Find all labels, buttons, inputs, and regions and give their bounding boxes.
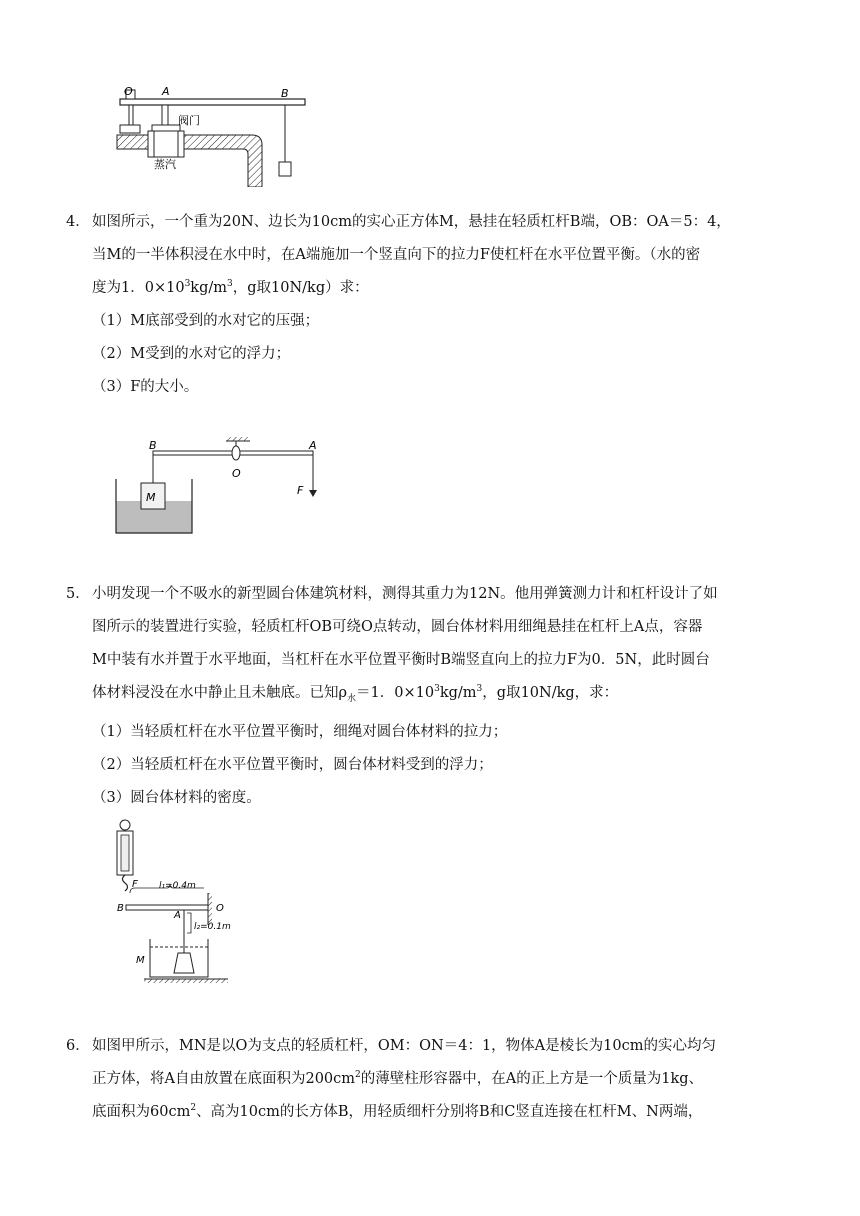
question-4 <box>66 206 782 404</box>
q4-line-2: 当M的一半体积浸在水中时，在A端施加一个竖直向下的拉力F使杠杆在水平位置平衡。（水的密 <box>92 247 701 263</box>
question-6 <box>66 1030 782 1129</box>
fig4-label-b: B <box>149 439 157 452</box>
q4-line-1 <box>66 206 782 239</box>
q5-sub-1: （1）当轻质杠杆在水平位置平衡时，细绳对圆台体材料的拉力； <box>92 723 508 740</box>
q4-sub-3: （3）F的大小。 <box>92 379 199 395</box>
fig4-label-o: O <box>232 467 241 480</box>
q4-sup-1: 3 <box>184 279 191 290</box>
q6-number: 6． <box>66 1038 90 1054</box>
q6-text-2a: 正方体，将A自由放置在底面积为200cm <box>92 1071 356 1087</box>
fig3-label-a: A <box>162 85 170 98</box>
q5-sub-3: （3）圆台体材料的密度。 <box>92 789 261 806</box>
fig5-label-b: B <box>117 903 124 914</box>
figure-q4-lever <box>108 435 328 537</box>
q6-line-3 <box>92 1096 782 1129</box>
q5-number: 5． <box>66 586 90 602</box>
q6-text-3b: 、高为10cm的长方体B，用轻质细杆分别将B和C竖直连接在杠杆M、N两端， <box>196 1104 703 1120</box>
q6-text-2b: 的薄壁柱形容器中，在A的正上方是一个质量为1kg、 <box>360 1071 704 1087</box>
fig3-label-b: B <box>281 87 289 100</box>
fig3-label-valve: 阀门 <box>178 114 200 127</box>
fig4-label-a: A <box>309 439 317 452</box>
q6-sup-1: 2 <box>355 1070 361 1081</box>
q4-line-3 <box>92 272 782 305</box>
fig3-label-steam: 蒸汽 <box>154 158 176 171</box>
fig5-label-l2: l₂=0.1m <box>194 922 231 932</box>
q6-line-1 <box>66 1030 782 1063</box>
fig5-label-o: O <box>216 903 224 914</box>
q5-text-4b: ＝1．0×10 <box>356 685 435 701</box>
q5-sub-2: （2）当轻质杠杆在水平位置平衡时，圆台体材料受到的浮力； <box>92 756 493 773</box>
fig5-label-m: M <box>136 955 145 966</box>
q5-text-4d: ，g取10N/kg，求： <box>482 685 619 701</box>
q5-line-2: 图所示的装置进行实验，轻质杠杆OB可绕O点转动，圆台体材料用细绳悬挂在杠杆上A点，容器 <box>92 619 703 635</box>
q5-text-4c: kg/m <box>439 685 477 701</box>
fig5-label-a: A <box>174 910 181 921</box>
q4-text-1: 如图所示，一个重为20N、边长为10cm的实心正方体M，悬挂在轻质杠杆B端，OB：OA＝5：4， <box>92 214 731 230</box>
q5-line-3: M中装有水并置于水平地面，当杠杆在水平位置平衡时B端竖直向上的拉力F为0．5N，此时圆台 <box>92 652 710 668</box>
fig4-label-f: F <box>297 484 304 497</box>
fig4-label-m: M <box>146 491 156 504</box>
q4-number: 4． <box>66 214 90 230</box>
q5-sup-2: 3 <box>476 684 483 695</box>
q4-sup-2: 3 <box>227 279 233 290</box>
q6-text-1: 如图甲所示，MN是以O为支点的轻质杠杆，OM：ON＝4：1，物体A是棱长为10cm的实心均匀 <box>92 1038 716 1054</box>
q4-sub-2: （2）M受到的水对它的浮力； <box>92 346 291 362</box>
fig5-label-l1: l₁=0.4m <box>159 881 196 891</box>
figure-q5-spring-scale <box>112 815 242 990</box>
q5-sub-water: 水 <box>347 693 357 704</box>
q5-sup-1: 3 <box>434 684 440 695</box>
fig5-label-f: F <box>132 879 138 890</box>
question-5 <box>66 578 782 815</box>
figure-q3-steam-valve <box>112 82 317 187</box>
q4-text-3b: kg/m <box>190 280 227 296</box>
q6-line-2 <box>92 1063 782 1096</box>
q5-text-1: 小明发现一个不吸水的新型圆台体建筑材料，测得其重力为12N。他用弹簧测力计和杠杆设计了如 <box>92 586 718 602</box>
q5-text-4a: 体材料浸没在水中静止且未触底。已知ρ <box>92 685 348 701</box>
q6-sup-2: 2 <box>190 1103 197 1114</box>
q4-text-3c: ，g取10N/kg）求： <box>232 280 369 296</box>
q6-text-3a: 底面积为60cm <box>92 1104 191 1120</box>
q5-line-4 <box>92 677 782 716</box>
q4-sub-1: （1）M底部受到的水对它的压强； <box>92 313 320 329</box>
q4-text-3a: 度为1．0×10 <box>92 280 185 296</box>
q5-line-1 <box>66 578 782 611</box>
fig3-label-o: O <box>124 85 133 98</box>
